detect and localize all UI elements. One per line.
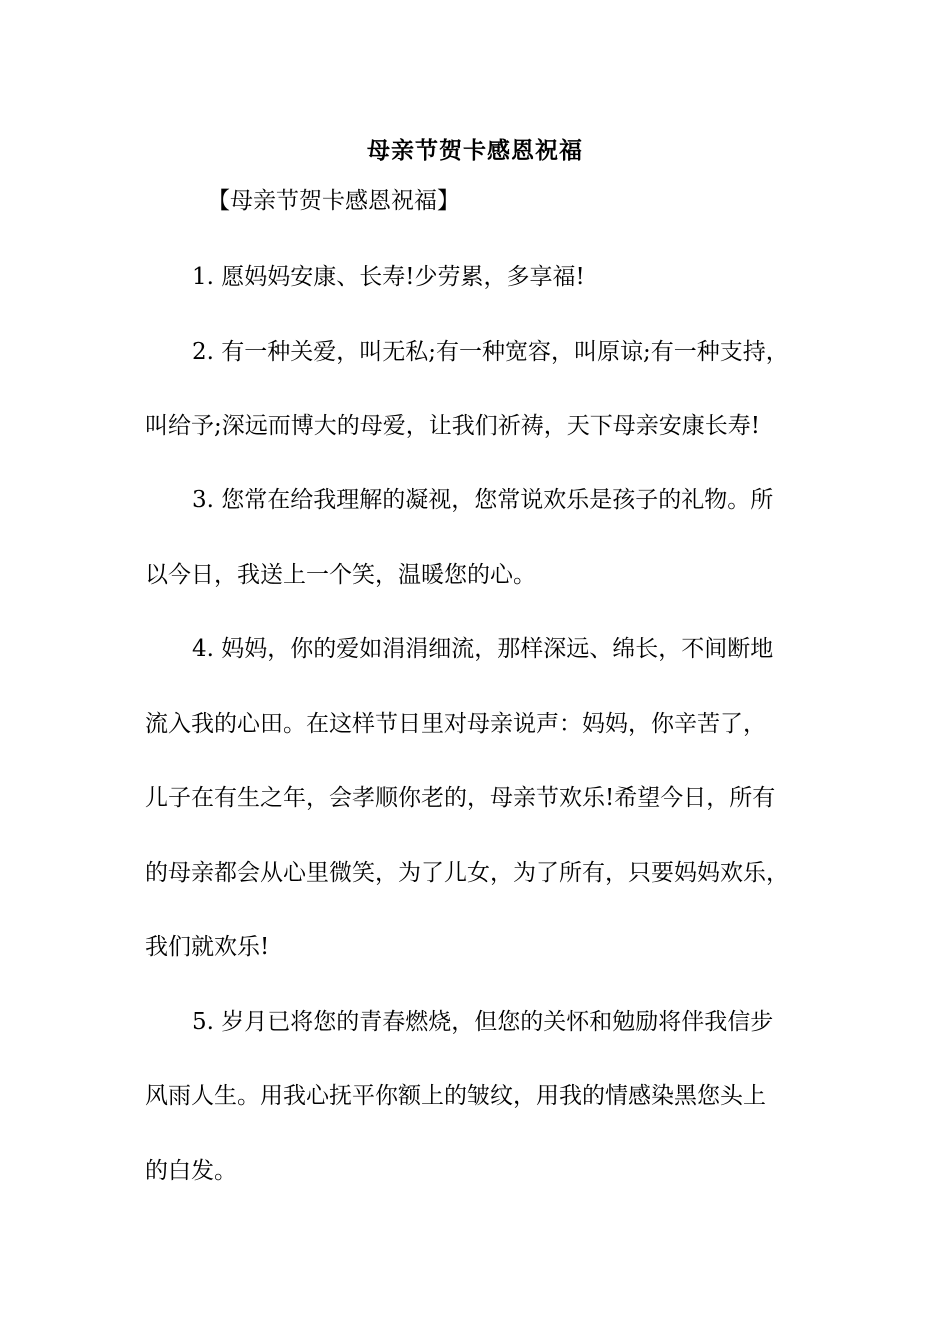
document-title: 母亲节贺卡感恩祝福 bbox=[367, 137, 583, 164]
paragraph-5-line-3: 的白发。 bbox=[145, 1158, 237, 1184]
paragraph-3-line-1: 3. 您常在给我理解的凝视，您常说欢乐是孩子的礼物。所 bbox=[192, 487, 774, 513]
paragraph-1-line-1: 1. 愿妈妈安康、长寿!少劳累，多享福! bbox=[192, 264, 585, 290]
paragraph-4-line-4: 的母亲都会从心里微笑，为了儿女，为了所有，只要妈妈欢乐， bbox=[145, 860, 789, 886]
paragraph-4-line-1: 4. 妈妈，你的爱如涓涓细流，那样深远、绵长，不间断地 bbox=[192, 636, 774, 662]
paragraph-4-line-2: 流入我的心田。在这样节日里对母亲说声：妈妈，你辛苦了， bbox=[145, 711, 766, 737]
paragraph-2-line-2: 叫给予;深远而博大的母爱，让我们祈祷，天下母亲安康长寿! bbox=[145, 413, 760, 439]
paragraph-5-line-2: 风雨人生。用我心抚平你额上的皱纹，用我的情感染黑您头上 bbox=[145, 1083, 766, 1109]
document-subtitle: 【母亲节贺卡感恩祝福】 bbox=[207, 188, 460, 214]
paragraph-2-line-1: 2. 有一种关爱，叫无私;有一种宽容，叫原谅;有一种支持， bbox=[192, 339, 789, 365]
paragraph-5-line-1: 5. 岁月已将您的青春燃烧，但您的关怀和勉励将伴我信步 bbox=[192, 1009, 774, 1035]
paragraph-3-line-2: 以今日，我送上一个笑，温暖您的心。 bbox=[145, 562, 536, 588]
paragraph-4-line-5: 我们就欢乐! bbox=[145, 934, 270, 960]
paragraph-4-line-3: 儿子在有生之年，会孝顺你老的，母亲节欢乐!希望今日，所有 bbox=[145, 785, 776, 811]
